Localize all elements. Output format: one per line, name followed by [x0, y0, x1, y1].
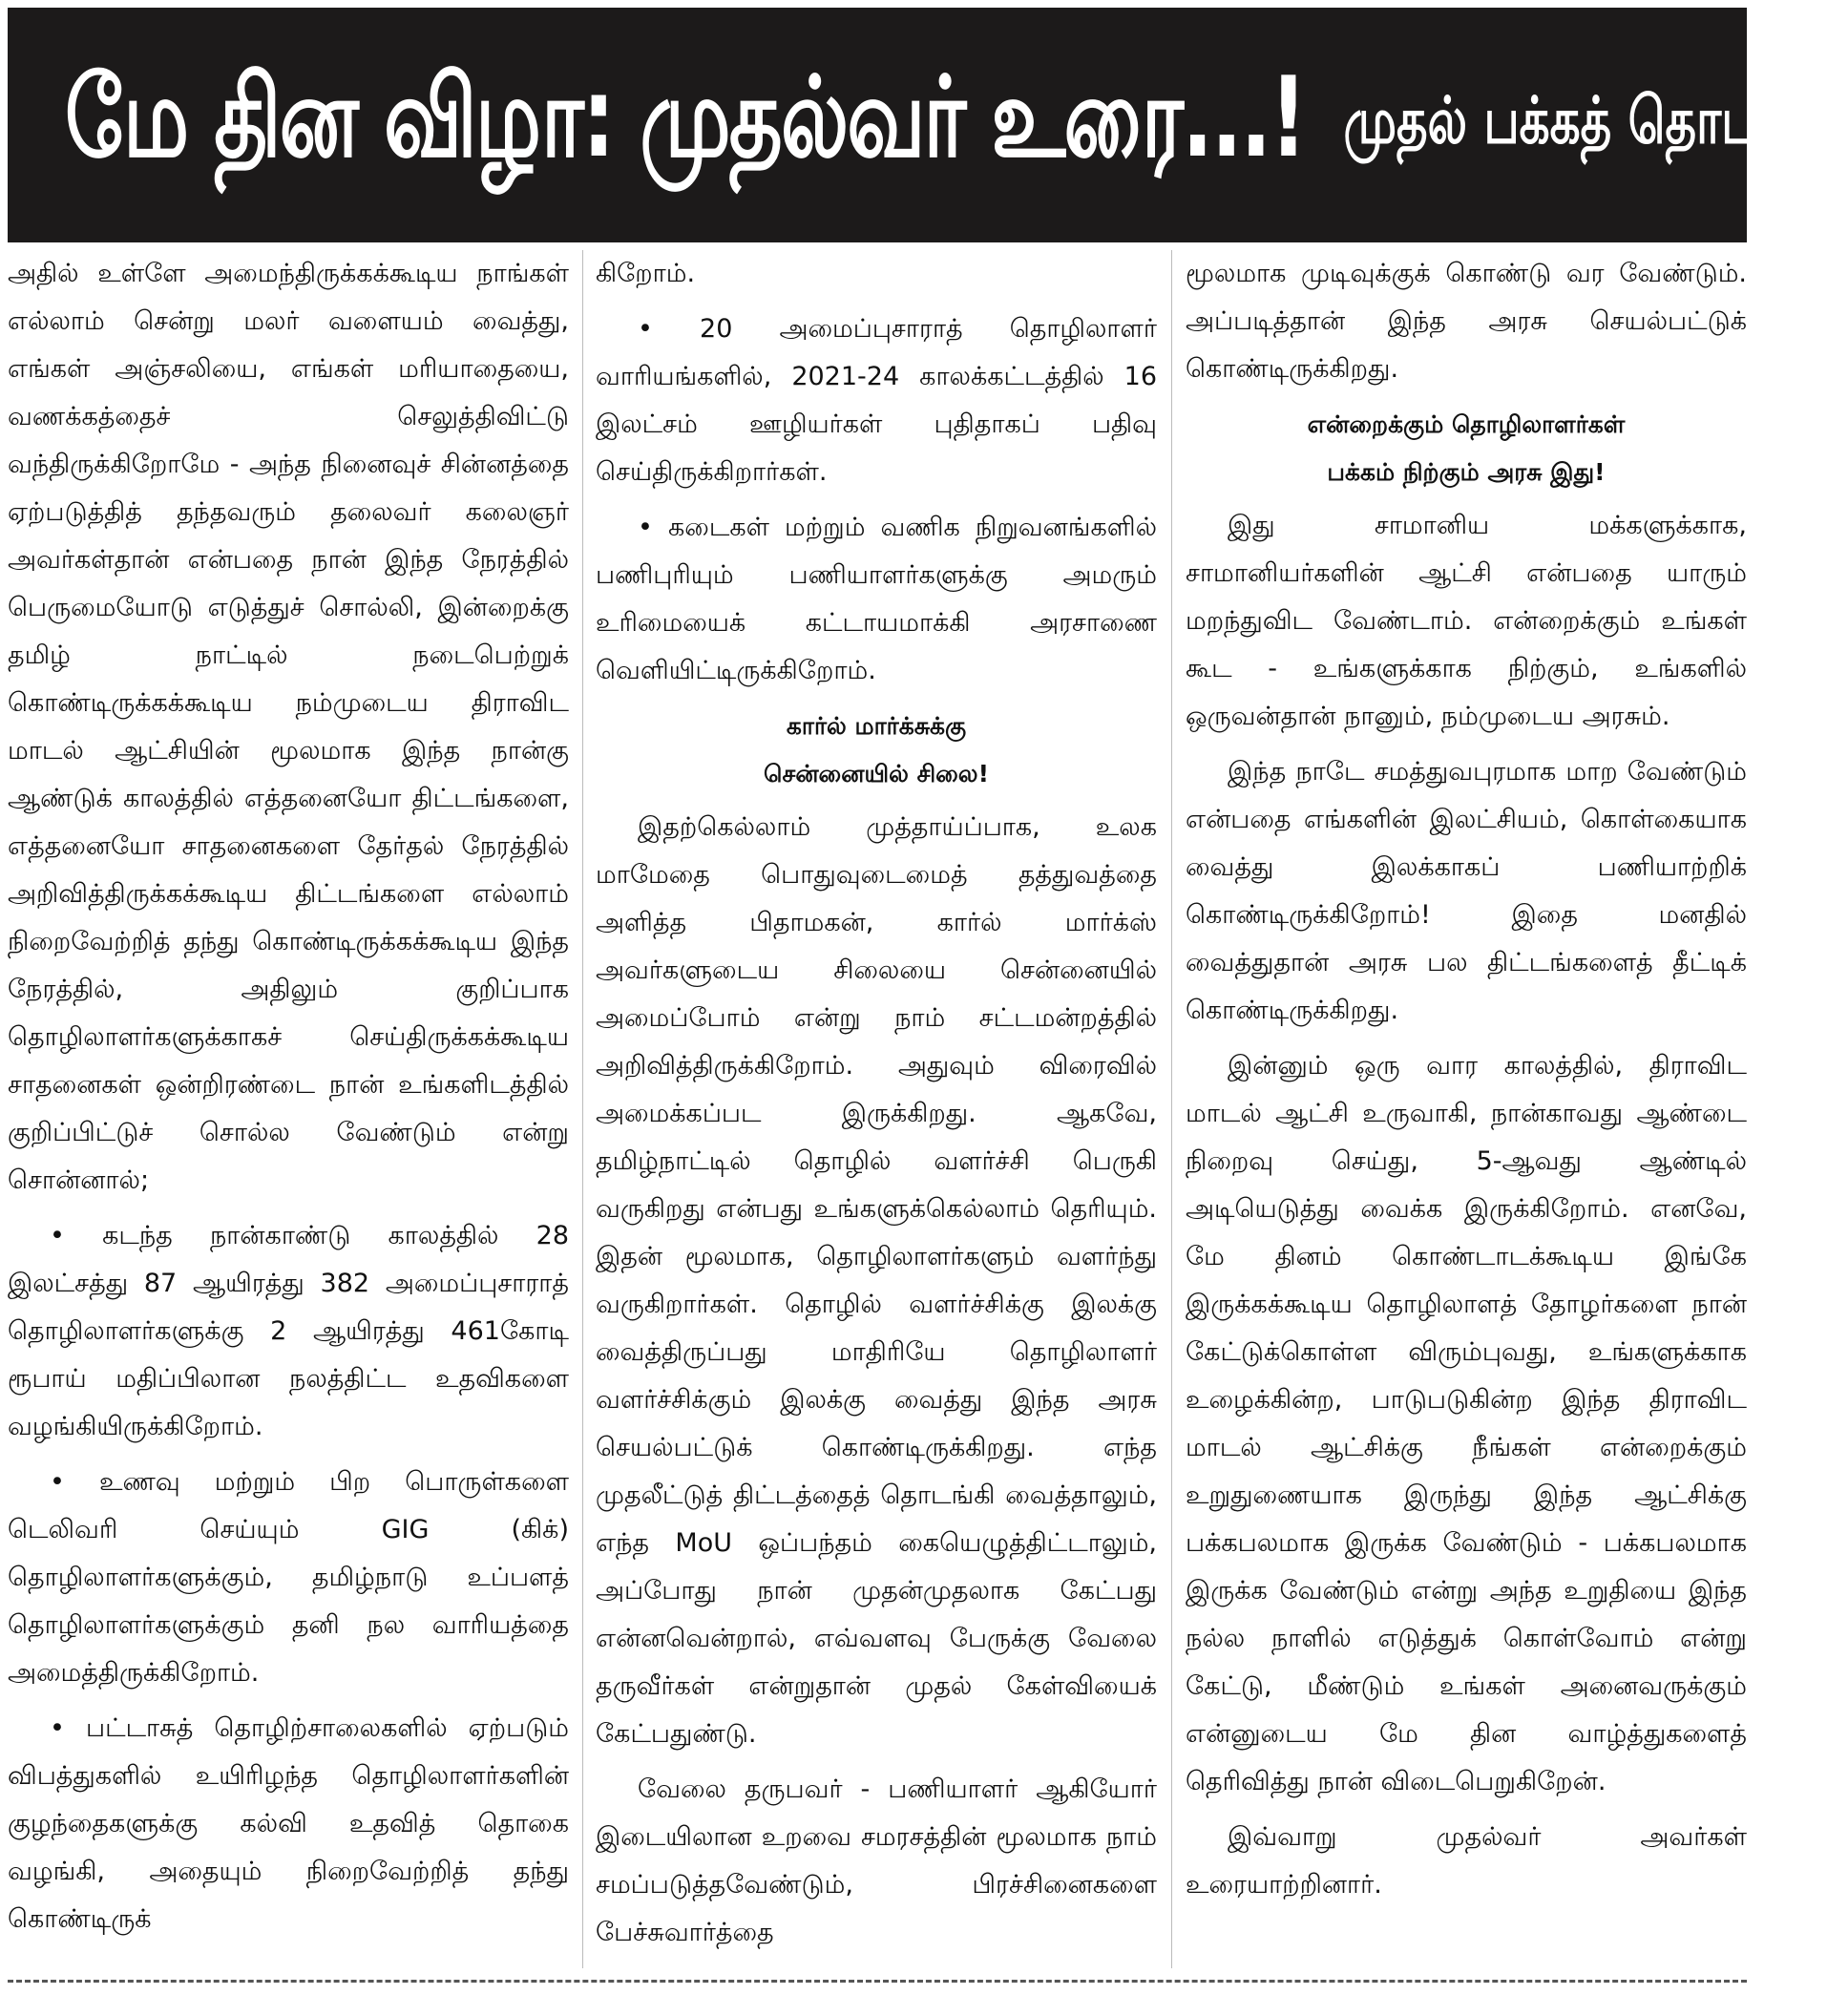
- paragraph: வேலை தருபவர் - பணியாளர் ஆகியோர் இடையிலான உறவை சமரசத்தின் மூலமாக நாம் சமப்படுத்தவேண்டும், பிரச்சினைகளை பேச்சுவார்த்தை: [596, 1774, 1157, 1947]
- subheading-line: என்றைக்கும் தொழிலாளர்கள்: [1307, 410, 1626, 438]
- headline-banner: [8, 8, 1848, 242]
- article-body: [8, 250, 1747, 1968]
- bottom-divider: [8, 1980, 1747, 1983]
- bullet-paragraph: • 20 அமைப்புசாராத் தொழிலாளர் வாரியங்களில், 2021-24 காலக்கட்டத்தில் 16 இலட்சம் ஊழியர்கள் புதிதாகப் பதிவு செய்திருக்கிறார்கள்.: [596, 314, 1157, 487]
- column-divider: [582, 250, 583, 1968]
- paragraph: இதற்கெல்லாம் முத்தாய்ப்பாக, உலக மாமேதை பொதுவுடைமைத் தத்துவத்தை அளித்த பிதாமகன், கார்ல் மார்க்ஸ் அவர்களுடைய சிலையை சென்னையில் அமைப்போம் என்று நாம் சட்டமன்றத்தில் அறிவித்திருக்கிறோம். அதுவும் விரைவில் அமைக்கப்பட இருக்கிறது. ஆகவே, தமிழ்நாட்டில் தொழில் வளர்ச்சி பெருகி வருகிறது என்பது உங்களுக்கெல்லாம் தெரியும். இதன் மூலமாக, தொழிலாளர்களும் வளர்ந்து வருகிறார்கள். தொழில் வளர்ச்சிக்கு இலக்கு வைத்திருப்பது மாதிரியே தொழிலாளர் வளர்ச்சிக்கும் இலக்கு வைத்து இந்த அரசு செயல்பட்டுக் கொண்டிருக்கிறது. எந்த முதலீட்டுத் திட்டத்தைத் தொடங்கி வைத்தாலும், எந்த MoU ஒப்பந்தம் கையெழுத்திட்டாலும், அப்போது நான் முதன்முதலாக கேட்பது என்னவென்றால், எவ்வளவு பேருக்கு வேலை தருவீர்கள் என்றுதான் முதல் கேள்வியைக் கேட்பதுண்டு.: [596, 812, 1157, 1749]
- page-headline: மே தின விழா: முதல்வர் உரை...!: [65, 53, 1306, 183]
- bullet-paragraph: • கடைகள் மற்றும் வணிக நிறுவனங்களில் பணிபுரியும் பணியாளர்களுக்கு அமரும் உரிமையைக் கட்டாயமாக்கி அரசாணை வெளியிட்டிருக்கிறோம்.: [596, 513, 1157, 685]
- bullet-paragraph: • உணவு மற்றும் பிற பொருள்களை டெலிவரி செய்யும் GIG (கிக்) தொழிலாளர்களுக்கும், தமிழ்நாடு உப்பளத் தொழிலாளர்களுக்கும் தனி நல வாரியத்தை அமைத்திருக்கிறோம்.: [8, 1467, 569, 1688]
- bullet-paragraph: • கடந்த நான்காண்டு காலத்தில் 28 இலட்சத்து 87 ஆயிரத்து 382 அமைப்புசாராத் தொழிலாளர்களுக்கு 2 ஆயிரத்து 461கோடி ரூபாய் மதிப்பிலான நலத்திட்ட உதவிகளை வழங்கியிருக்கிறோம்.: [8, 1221, 569, 1441]
- paragraph: இன்னும் ஒரு வார காலத்தில், திராவிட மாடல் ஆட்சி உருவாகி, நான்காவது ஆண்டை நிறைவு செய்து, 5-ஆவது ஆண்டில் அடியெடுத்து வைக்க இருக்கிறோம். எனவே, மே தினம் கொண்டாடக்கூடிய இங்கே இருக்கக்கூடிய தொழிலாளத் தோழர்களை நான் கேட்டுக்கொள்ள விரும்புவது, உங்களுக்காக உழைக்கின்ற, பாடுபடுகின்ற இந்த திராவிட மாடல் ஆட்சிக்கு நீங்கள் என்றைக்கும் உறுதுணையாக இருந்து இந்த ஆட்சிக்கு பக்கபலமாக இருக்க வேண்டும் - பக்கபலமாக இருக்க வேண்டும் என்று அந்த உறுதியை இந்த நல்ல நாளில் எடுத்துக் கொள்வோம் என்று கேட்டு, மீண்டும் உங்கள் அனைவருக்கும் என்னுடைய மே தின வாழ்த்துகளைத் தெரிவித்து நான் விடைபெறுகிறேன்.: [1186, 1051, 1747, 1796]
- subheading-line: சென்னையில் சிலை!: [764, 760, 989, 788]
- paragraph: மூலமாக முடிவுக்குக் கொண்டு வர வேண்டும். அப்படித்தான் இந்த அரசு செயல்பட்டுக் கொண்டிருக்கிறது.: [1186, 259, 1747, 384]
- paragraph: இது சாமானிய மக்களுக்காக, சாமானியர்களின் ஆட்சி என்பதை யாரும் மறந்துவிட வேண்டாம். என்றைக்கும் உங்கள் கூட - உங்களுக்காக நிற்கும், உங்களில் ஒருவன்தான் நானும், நம்முடைய அரசும்.: [1186, 511, 1747, 731]
- column-1: [8, 250, 569, 1968]
- section-subheading: [596, 703, 1157, 798]
- continuation-label: முதல் பக்கத் தொடர்ச்சி: [1343, 83, 1848, 158]
- paragraph: கிறோம்.: [596, 259, 696, 288]
- bullet-paragraph: • பட்டாசுத் தொழிற்சாலைகளில் ஏற்படும் விபத்துகளில் உயிரிழந்த தொழிலாளர்களின் குழந்தைகளுக்கு கல்வி உதவித் தொகை வழங்கி, அதையும் நிறைவேற்றித் தந்து கொண்டிருக்: [8, 1713, 569, 1934]
- column-2: [596, 250, 1157, 1968]
- paragraph: இவ்வாறு முதல்வர் அவர்கள் உரையாற்றினார்.: [1186, 1822, 1747, 1900]
- column-3: [1186, 250, 1747, 1968]
- paragraph: அதில் உள்ளே அமைந்திருக்கக்கூடிய நாங்கள் எல்லாம் சென்று மலர் வளையம் வைத்து, எங்கள் அஞ்சலியை, எங்கள் மரியாதையை, வணக்கத்தைச் செலுத்திவிட்டு வந்திருக்கிறோமே - அந்த நினைவுச் சின்னத்தை ஏற்படுத்தித் தந்தவரும் தலைவர் கலைஞர் அவர்கள்தான் என்பதை நான் இந்த நேரத்தில் பெருமையோடு எடுத்துச் சொல்லி, இன்றைக்கு தமிழ் நாட்டில் நடைபெற்றுக் கொண்டிருக்கக்கூடிய நம்முடைய திராவிட மாடல் ஆட்சியின் மூலமாக இந்த நான்கு ஆண்டுக் காலத்தில் எத்தனையோ திட்டங்களை, எத்தனையோ சாதனைகளை தேர்தல் நேரத்தில் அறிவித்திருக்கக்கூடிய திட்டங்களை எல்லாம் நிறைவேற்றித் தந்து கொண்டிருக்கக்கூடிய இந்த நேரத்தில், அதிலும் குறிப்பாக தொழிலாளர்களுக்காகச் செய்திருக்கக்கூடிய சாதனைகள் ஒன்றிரண்டை நான் உங்களிடத்தில் குறிப்பிட்டுச் சொல்ல வேண்டும் என்று சொன்னால்;: [8, 259, 569, 1195]
- subheading-line: பக்கம் நிற்கும் அரசு இது!: [1327, 458, 1606, 486]
- subheading-line: கார்ல் மார்க்சுக்கு: [786, 712, 967, 740]
- column-divider: [1171, 250, 1172, 1968]
- section-subheading: [1186, 401, 1747, 496]
- paragraph: இந்த நாடே சமத்துவபுரமாக மாற வேண்டும் என்பதை எங்களின் இலட்சியம், கொள்கையாக வைத்து இலக்காகப் பணியாற்றிக் கொண்டிருக்கிறோம்! இதை மனதில் வைத்துதான் அரசு பல திட்டங்களைத் தீட்டிக் கொண்டிருக்கிறது.: [1186, 757, 1747, 1025]
